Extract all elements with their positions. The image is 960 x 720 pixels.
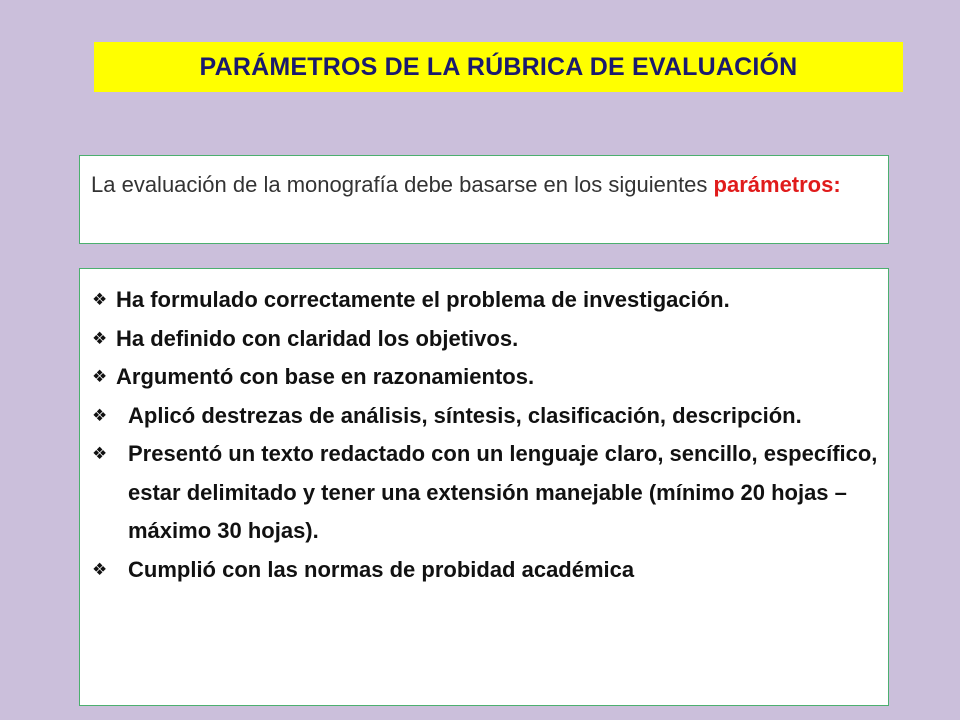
criteria-item [92,281,878,320]
criteria-text: Ha formulado correctamente el problema de investigación. [116,287,730,312]
diamond-bullet-icon: ❖ [92,367,108,386]
criteria-item [92,551,878,590]
criteria-list [92,281,878,589]
diamond-bullet-icon: ❖ [92,328,108,348]
criteria-item [92,435,878,551]
diamond-bullet-icon: ❖ [92,559,108,579]
criteria-item [92,397,878,436]
criteria-text: Presentó un texto redactado con un lenguaje claro, sencillo, específico, estar delimitado y tener una extensión manejable (mínimo 20 hojas – máximo 30 hojas). [128,441,878,543]
criteria-text: Cumplió con las normas de probidad académica [128,556,635,582]
intro-text: La evaluación de la monografía debe basarse en los siguientes [91,172,714,197]
diamond-bullet-icon: ❖ [92,405,108,425]
diamond-bullet-icon: ❖ [92,290,108,309]
criteria-item [92,358,878,397]
criteria-text: Ha definido con claridad los objetivos. [116,325,519,351]
criteria-box [79,268,889,706]
criteria-item [92,320,878,359]
diamond-bullet-icon: ❖ [92,444,108,463]
intro-emphasis: parámetros: [713,172,841,197]
intro-box [79,155,889,244]
criteria-text: Argumentó con base en razonamientos. [116,364,535,389]
page-title: PARÁMETROS DE LA RÚBRICA DE EVALUACIÓN [199,52,798,81]
criteria-text: Aplicó destrezas de análisis, síntesis, clasificación, descripción. [128,402,802,428]
title-banner [94,42,903,92]
